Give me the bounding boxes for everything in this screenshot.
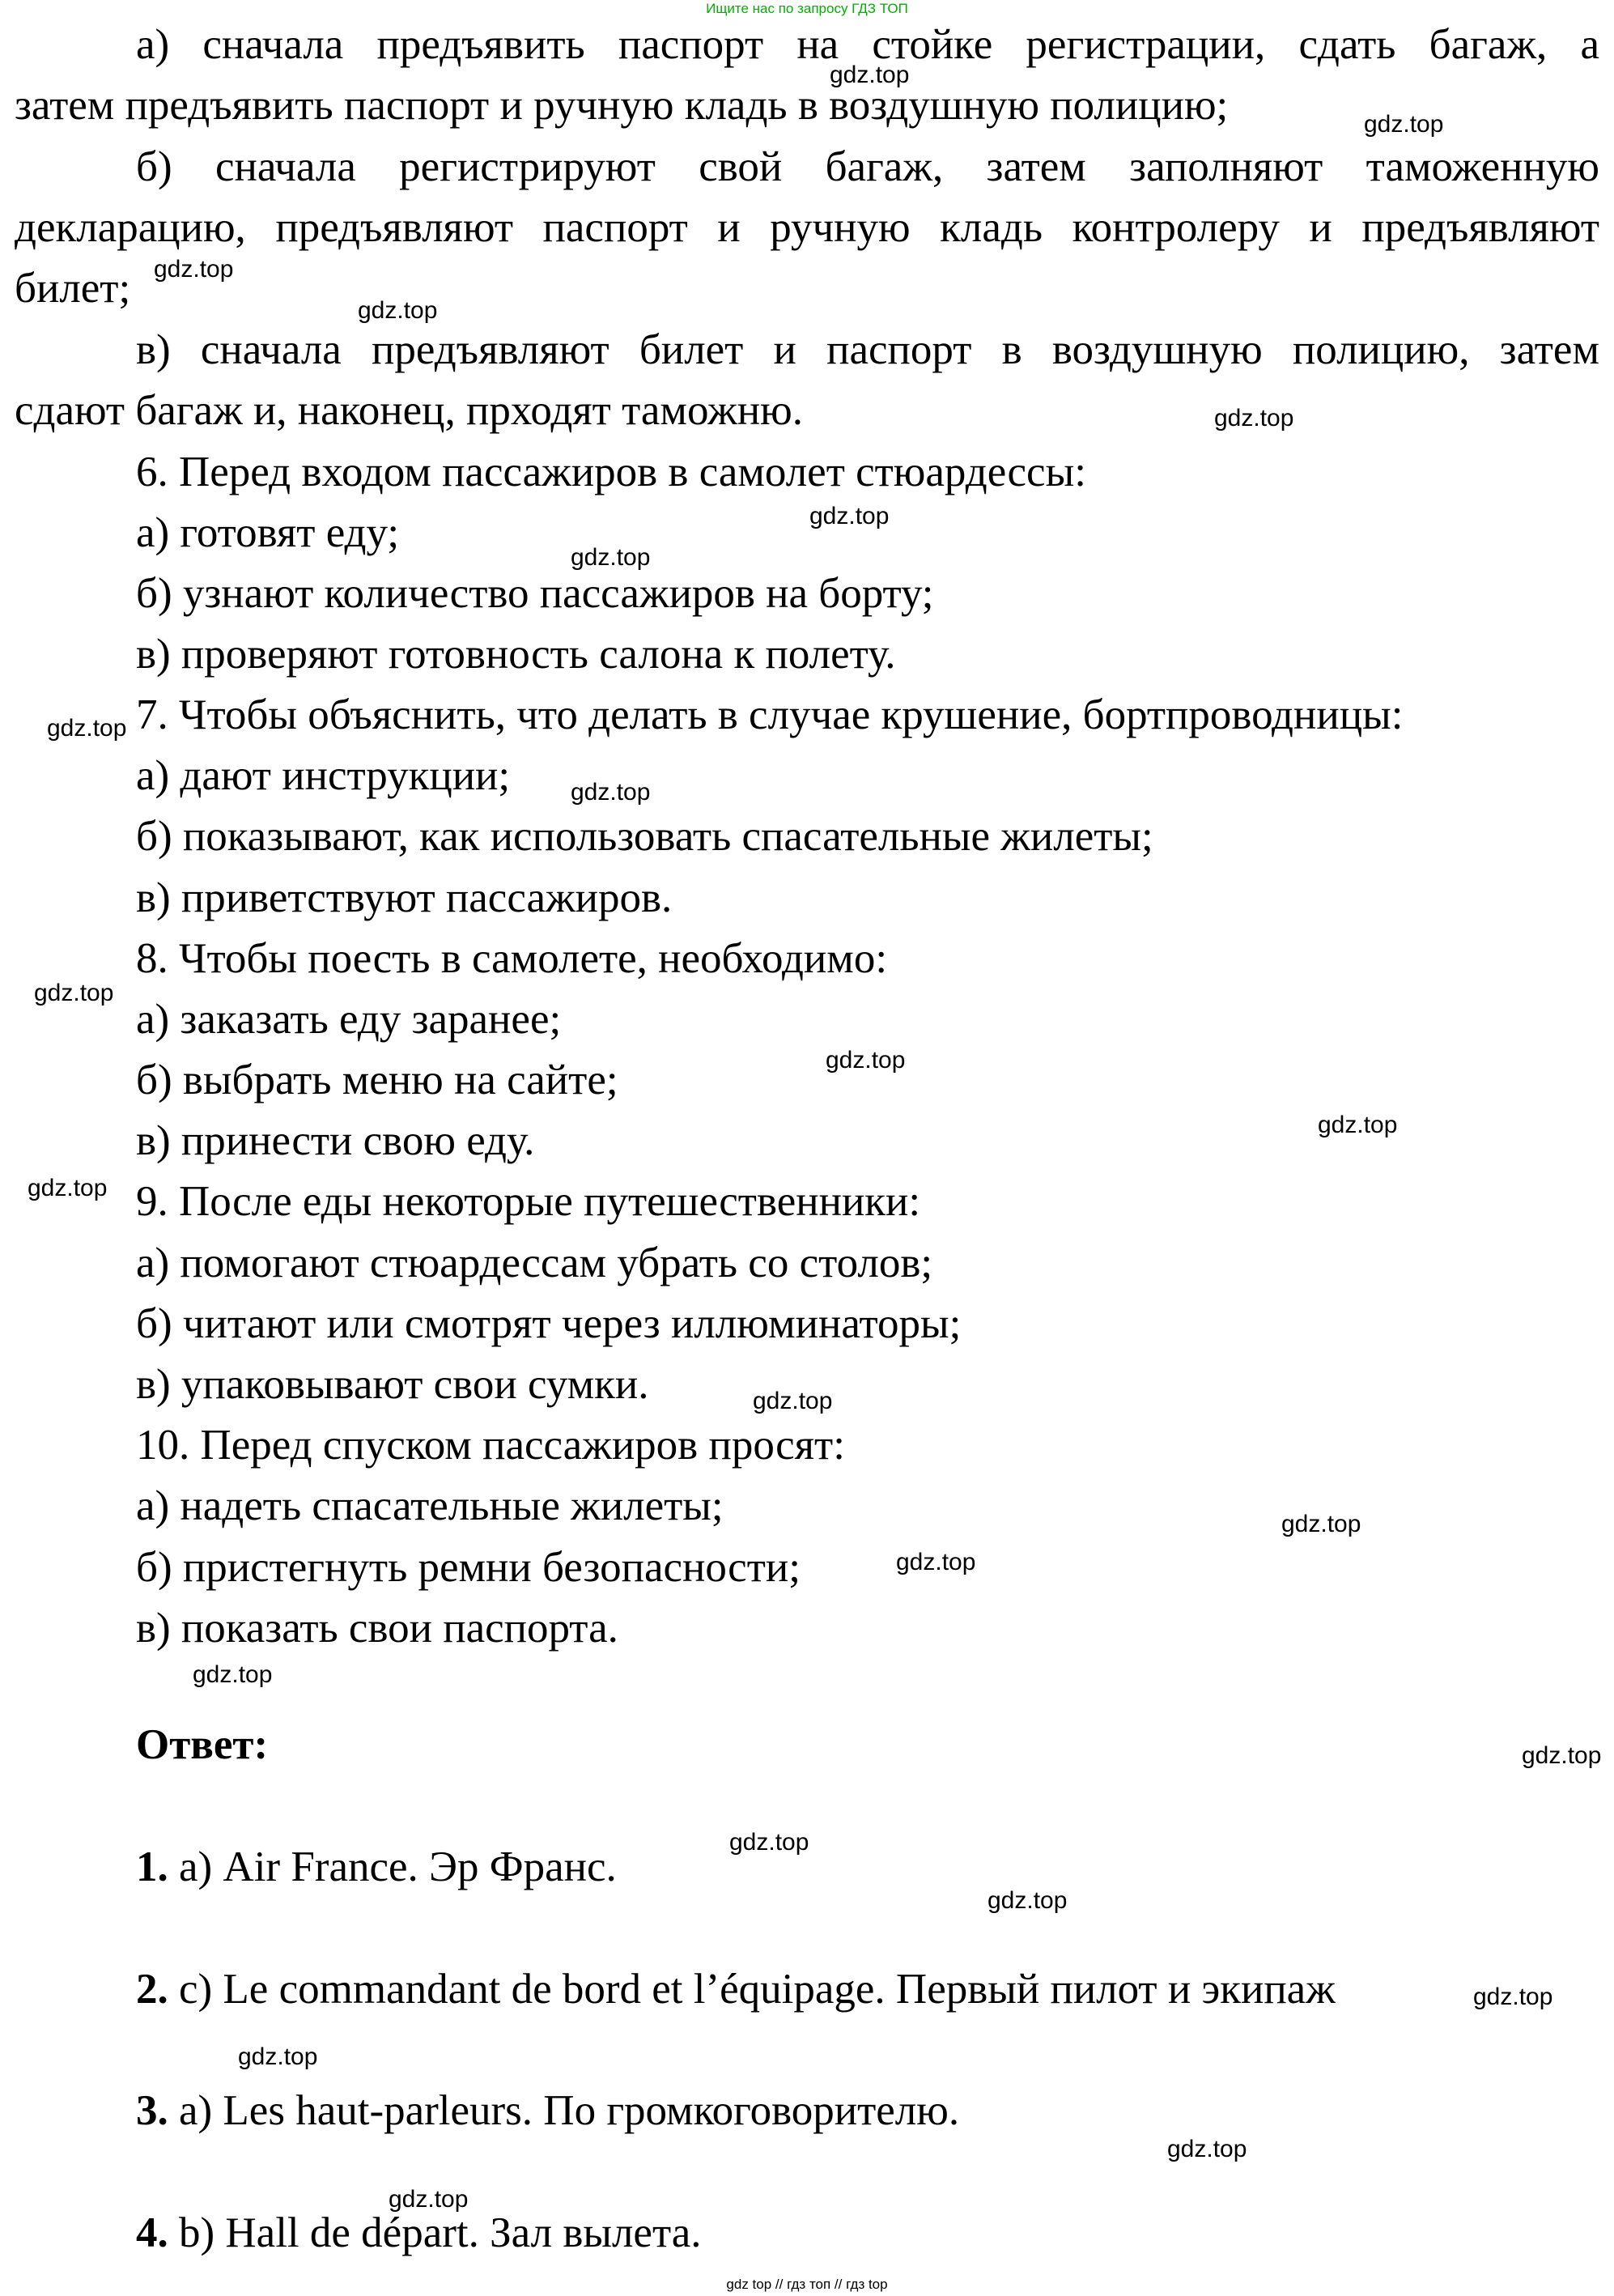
answer-text: a) Les haut-parleurs. По громкоговорителю. xyxy=(168,2087,960,2134)
option: в) упаковывают свои сумки. xyxy=(136,1361,649,1408)
watermark: gdz.top xyxy=(238,2043,318,2070)
answer-heading: Ответ: xyxy=(136,1721,269,1768)
question-7: 7. Чтобы объяснить, что делать в случае крушение, бортпроводницы: xyxy=(136,691,1404,738)
top-banner: Ищите нас по запросу ГДЗ ТОП xyxy=(706,1,908,16)
watermark: gdz.top xyxy=(34,980,114,1006)
watermark: gdz.top xyxy=(1281,1511,1361,1537)
option: а) помогают стюардессам убрать со столов; xyxy=(136,1239,933,1286)
answer-item-4 xyxy=(136,2209,702,2257)
text-line: декларацию, предъявляют паспорт и ручную кладь контролеру и предъявляют xyxy=(15,204,1599,251)
watermark: gdz.top xyxy=(729,1829,809,1856)
watermark: gdz.top xyxy=(988,1887,1068,1914)
watermark: gdz.top xyxy=(28,1175,108,1201)
option: а) надеть спасательные жилеты; xyxy=(136,1482,724,1529)
watermark: gdz.top xyxy=(358,297,438,324)
option: в) принести свою еду. xyxy=(136,1117,535,1164)
answer-text: c) Le commandant de bord et l’équipage. Первый пилот и экипаж xyxy=(168,1966,1336,2013)
watermark: gdz.top xyxy=(1167,2136,1247,2162)
watermark: gdz.top xyxy=(1522,1742,1602,1769)
watermark: gdz.top xyxy=(809,503,890,529)
watermark: gdz.top xyxy=(826,1047,906,1074)
option: б) узнают количество пассажиров на борту; xyxy=(136,570,934,617)
watermark: gdz.top xyxy=(1364,111,1444,138)
bottom-footer: gdz top // гдз топ // гдз top xyxy=(726,2277,888,2292)
answer-number: 3. xyxy=(136,2087,168,2134)
answer-item-3 xyxy=(136,2086,959,2135)
text-line: билет; xyxy=(15,265,131,312)
watermark: gdz.top xyxy=(571,544,651,571)
answer-text: b) Hall de départ. Зал вылета. xyxy=(168,2209,702,2256)
answer-item-2 xyxy=(136,1965,1336,2013)
answer-number: 2. xyxy=(136,1966,168,2013)
answer-item-1 xyxy=(136,1843,617,1891)
option: а) дают инструкции; xyxy=(136,752,511,799)
question-10: 10. Перед спуском пассажиров просят: xyxy=(136,1422,845,1469)
option: б) выбрать меню на сайте; xyxy=(136,1057,618,1103)
text-line: в) сначала предъявляют билет и паспорт в воздушную полицию, затем xyxy=(136,326,1599,373)
option: в) показать свои паспорта. xyxy=(136,1605,618,1652)
watermark: gdz.top xyxy=(753,1388,833,1414)
watermark: gdz.top xyxy=(1318,1112,1398,1138)
watermark: gdz.top xyxy=(389,2186,469,2213)
watermark: gdz.top xyxy=(154,256,234,283)
answer-number: 1. xyxy=(136,1843,168,1890)
watermark: gdz.top xyxy=(47,715,127,742)
answer-text: а) Air France. Эр Франс. xyxy=(168,1843,617,1890)
text-line: б) сначала регистрируют свой багаж, затем заполняют таможенную xyxy=(136,143,1599,190)
option: в) приветствуют пассажиров. xyxy=(136,874,673,921)
option: б) показывают, как использовать спасательные жилеты; xyxy=(136,813,1153,860)
question-8: 8. Чтобы поесть в самолете, необходимо: xyxy=(136,935,888,982)
watermark: gdz.top xyxy=(1214,405,1294,432)
watermark: gdz.top xyxy=(830,62,910,88)
watermark: gdz.top xyxy=(1473,1983,1553,2010)
question-6: 6. Перед входом пассажиров в самолет стюардессы: xyxy=(136,449,1086,495)
watermark: gdz.top xyxy=(896,1549,976,1575)
option: б) пристегнуть ремни безопасности; xyxy=(136,1544,801,1591)
question-9: 9. После еды некоторые путешественники: xyxy=(136,1178,921,1225)
option: а) заказать еду заранее; xyxy=(136,996,562,1043)
text-line: сдают багаж и, наконец, прходят таможню. xyxy=(15,387,803,434)
text-line: а) сначала предъявить паспорт на стойке регистрации, сдать багаж, а xyxy=(136,21,1599,68)
text-line: затем предъявить паспорт и ручную кладь в воздушную полицию; xyxy=(15,82,1229,129)
answer-number: 4. xyxy=(136,2209,168,2256)
watermark: gdz.top xyxy=(193,1661,273,1688)
option: а) готовят еду; xyxy=(136,509,400,556)
option: б) читают или смотрят через иллюминаторы; xyxy=(136,1300,962,1347)
option: в) проверяют готовность салона к полету. xyxy=(136,631,896,678)
watermark: gdz.top xyxy=(571,779,651,806)
